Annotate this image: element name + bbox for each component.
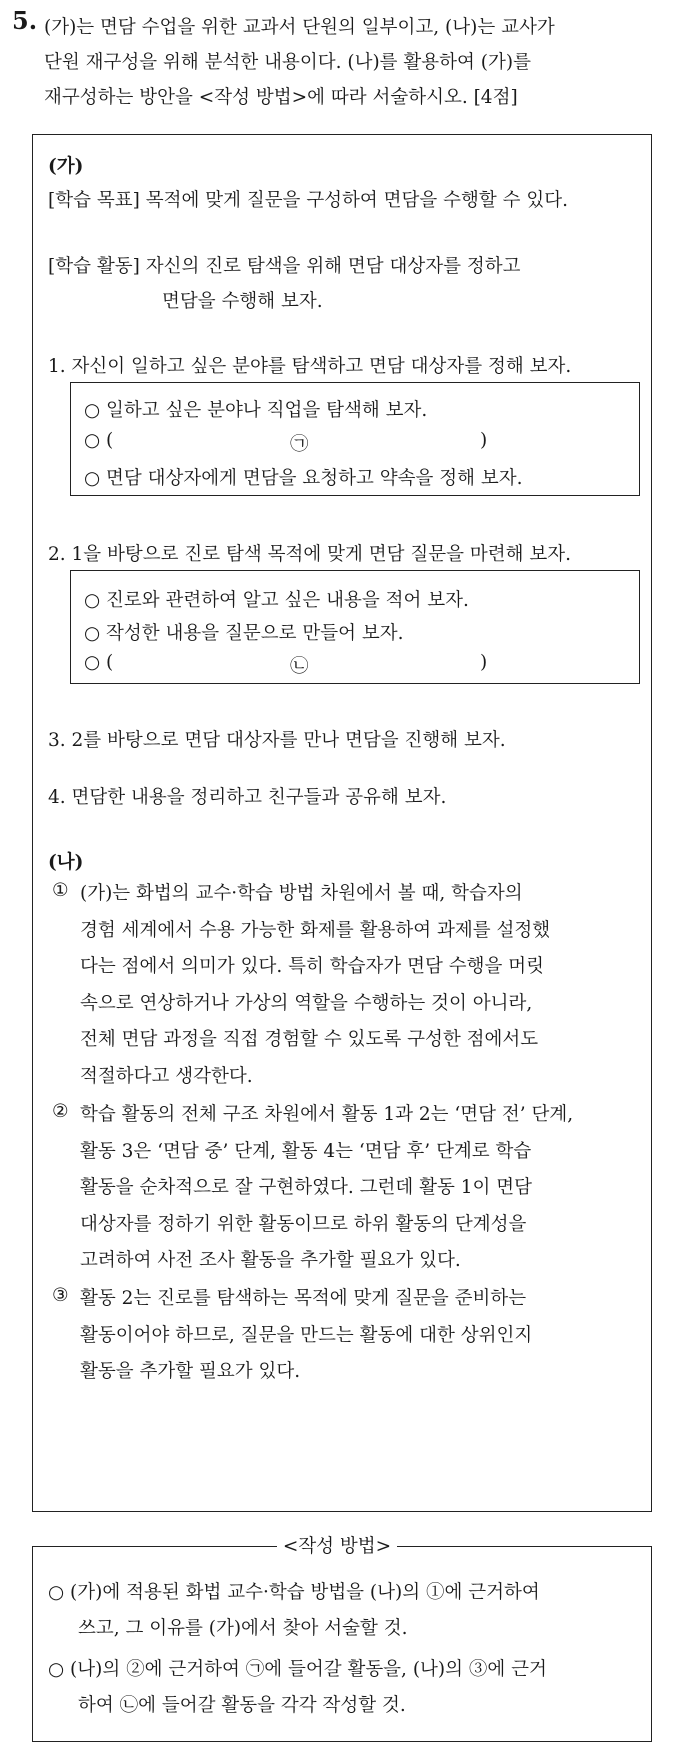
howto-item-cont: 쓰고, 그 이유를 (가)에서 찾아 서술할 것. — [78, 1618, 408, 1639]
step-1-item: ○ 면담 대상자에게 면담을 요청하고 약속을 정해 보자. — [84, 468, 523, 489]
blank-close-2: ) — [480, 652, 488, 673]
howto-item: ○ (나)의 ②에 근거하여 ㉠에 들어갈 활동을, (나)의 ③에 근거 — [48, 1659, 547, 1680]
question-text — [44, 10, 656, 115]
question-line: 재구성하는 방안을 <작성 방법>에 따라 서술하시오. [4점] — [44, 87, 518, 108]
step-2-blank-item — [84, 652, 113, 673]
step-1: 1. 자신이 일하고 싶은 분야를 탐색하고 면담 대상자를 정해 보자. — [48, 356, 572, 377]
learning-goal — [48, 186, 568, 212]
learning-activity-text: 자신의 진로 탐색을 위해 면담 대상자를 정하고 — [145, 256, 521, 277]
step-4: 4. 면담한 내용을 정리하고 친구들과 공유해 보자. — [48, 787, 447, 808]
na-item-2 — [80, 1097, 635, 1280]
na-item-line: 속으로 연상하거나 가상의 역할을 수행하는 것이 아니라, — [80, 992, 533, 1014]
learning-activity-label: [학습 활동] — [48, 256, 140, 277]
learning-activity — [48, 252, 521, 278]
na-item-line: 활동 2는 진로를 탐색하는 목적에 맞게 질문을 준비하는 — [80, 1288, 527, 1309]
na-item-mark: ③ — [52, 1285, 69, 1306]
na-item-line: 적절하다고 생각한다. — [80, 1065, 253, 1087]
step-2-blank-open: ○ ( — [84, 652, 114, 673]
howto-title — [0, 1532, 674, 1558]
step-2-item: ○ 작성한 내용을 질문으로 만들어 보자. — [84, 623, 404, 644]
na-item-1 — [80, 876, 635, 1095]
blank-mark-1: ㉠ — [290, 434, 309, 455]
step-1-blank-item — [84, 430, 113, 451]
na-item-line: 활동을 추가할 필요가 있다. — [80, 1361, 301, 1382]
question-number: 5. — [12, 6, 38, 35]
blank-mark-2: ㉡ — [290, 656, 309, 677]
na-item-line: 대상자를 정하기 위한 활동이므로 하위 활동의 단계성을 — [80, 1213, 527, 1235]
ga-title: (가) — [48, 156, 84, 177]
na-item-line: 다는 점에서 의미가 있다. 특히 학습자가 면담 수행을 머릿 — [80, 956, 544, 977]
na-item-line: 경험 세계에서 수용 가능한 화제를 활용하여 과제를 설정했 — [80, 919, 551, 941]
learning-goal-label: [학습 목표] — [48, 190, 140, 211]
learning-goal-text: 목적에 맞게 질문을 구성하여 면담을 수행할 수 있다. — [145, 190, 569, 211]
na-item-mark: ② — [52, 1101, 69, 1122]
step-3: 3. 2를 바탕으로 면담 대상자를 만나 면담을 진행해 보자. — [48, 730, 506, 751]
step-2-item: ○ 진로와 관련하여 알고 싶은 내용을 적어 보자. — [84, 590, 469, 611]
question-line: 단원 재구성을 위해 분석한 내용이다. (나)를 활용하여 (가)를 — [44, 52, 531, 73]
na-item-3 — [80, 1281, 635, 1391]
na-item-mark: ① — [52, 880, 69, 901]
na-item-line: 활동을 순차적으로 잘 구현하였다. 그런데 활동 1이 면담 — [80, 1177, 532, 1198]
na-title: (나) — [48, 852, 84, 873]
na-item-line: 학습 활동의 전체 구조 차원에서 활동 1과 2는 ‘면담 전’ 단계, — [80, 1104, 574, 1125]
step-1-blank-open: ○ ( — [84, 430, 114, 451]
na-item-line: 전체 면담 과정을 직접 경험할 수 있도록 구성한 점에서도 — [80, 1029, 539, 1050]
step-1-item: ○ 일하고 싶은 분야나 직업을 탐색해 보자. — [84, 400, 428, 421]
step-2: 2. 1을 바탕으로 진로 탐색 목적에 맞게 면담 질문을 마련해 보자. — [48, 544, 572, 565]
na-item-line: 활동 3은 ‘면담 중’ 단계, 활동 4는 ‘면담 후’ 단계로 학습 — [80, 1140, 532, 1162]
howto-item-cont: 하여 ㉡에 들어갈 활동을 각각 작성할 것. — [78, 1695, 406, 1716]
howto-title-text: <작성 방법> — [277, 1536, 397, 1557]
blank-close-1: ) — [480, 430, 488, 451]
howto-item: ○ (가)에 적용된 화법 교수·학습 방법을 (나)의 ①에 근거하여 — [48, 1582, 540, 1603]
na-item-line: 고려하여 사전 조사 활동을 추가할 필요가 있다. — [80, 1250, 461, 1271]
question-line: (가)는 면담 수업을 위한 교과서 단원의 일부이고, (나)는 교사가 — [44, 17, 555, 38]
learning-activity-text-cont: 면담을 수행해 보자. — [162, 291, 323, 312]
na-item-line: 활동이어야 하므로, 질문을 만드는 활동에 대한 상위인지 — [80, 1324, 533, 1346]
na-item-line: (가)는 화법의 교수·학습 방법 차원에서 볼 때, 학습자의 — [80, 883, 523, 904]
